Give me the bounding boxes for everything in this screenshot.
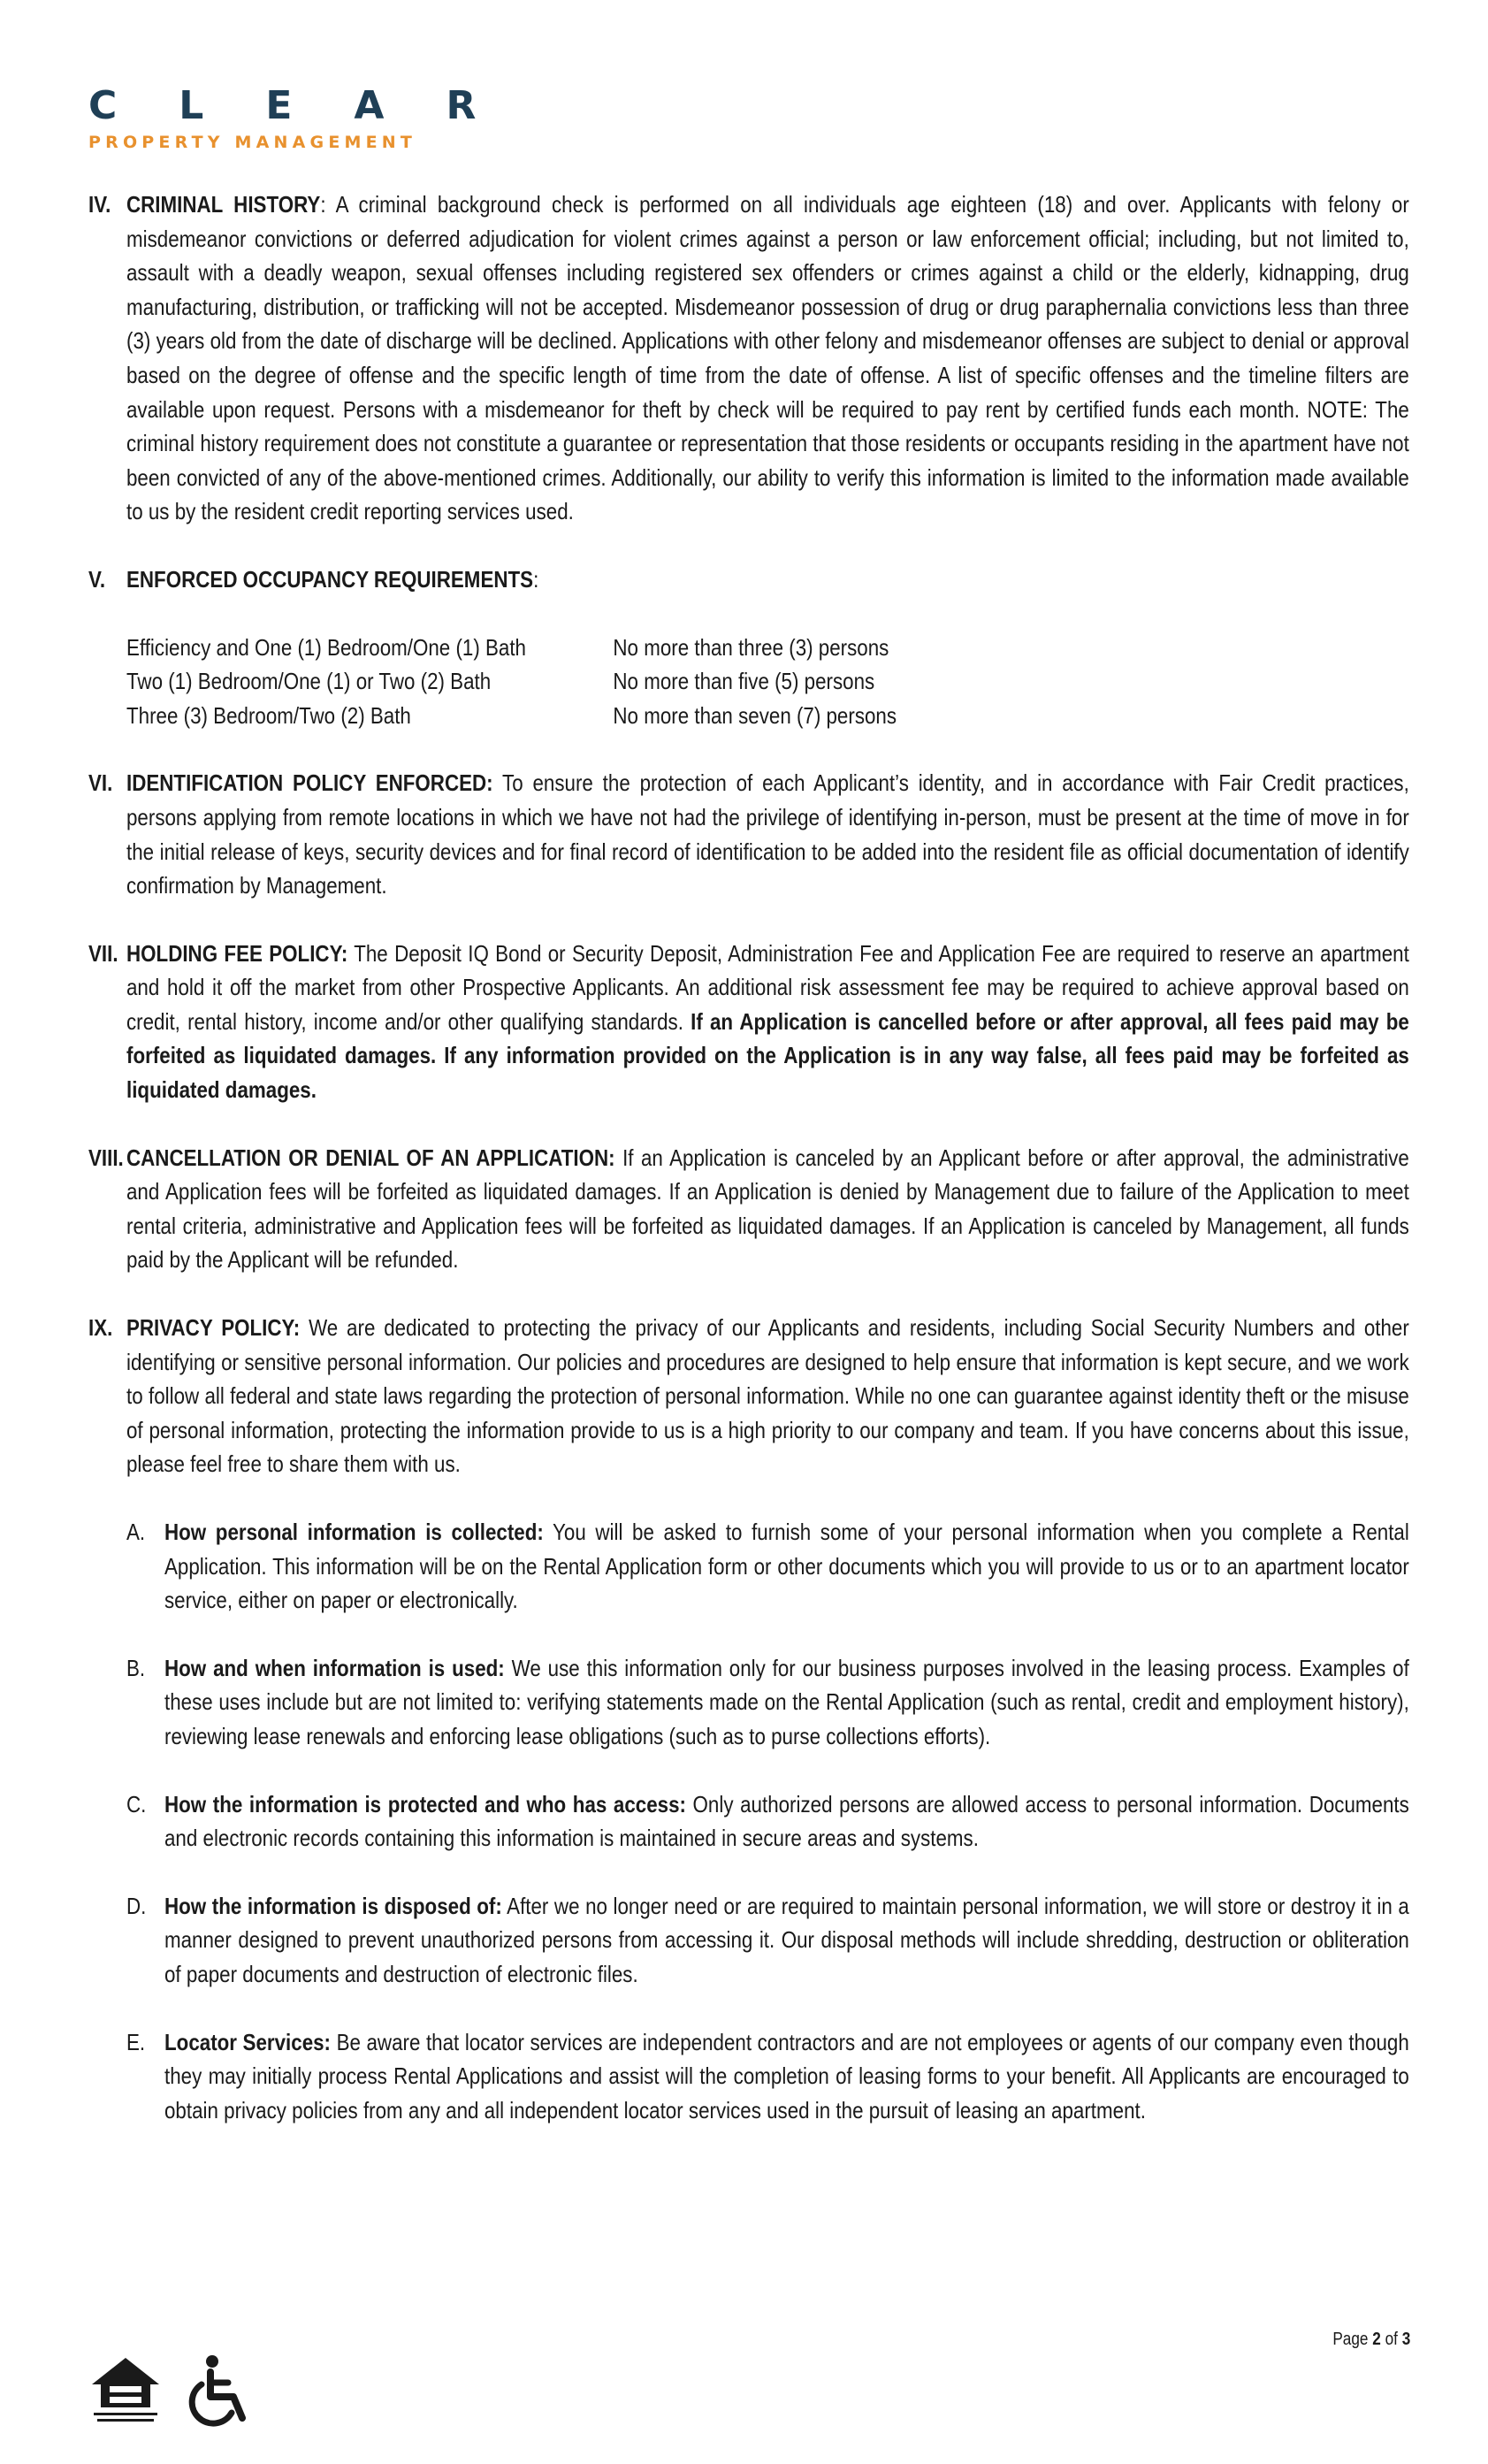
- section-title: PRIVACY POLICY:: [126, 1314, 301, 1342]
- occupancy-unit: Three (3) Bedroom/Two (2) Bath: [126, 701, 411, 729]
- occupancy-limit: No more than seven (7) persons: [613, 701, 897, 729]
- section-number: VIII.: [88, 1144, 124, 1171]
- wheelchair-accessible-icon: [182, 2353, 256, 2427]
- section-text: The Deposit IQ Bond or Security Deposit, Administration Fee and Application Fee are required to reserve an apartment and hold it off the market from other Prospective Applicants. An additional risk assessment fee may be required to achieve approval based on credit, rental history, income and/or other qualifying standards.: [126, 939, 1409, 1035]
- privacy-subsection: E. Locator Services: Be aware that locator services are independent contractors and are not employees or agents of our company even though they may initially process Rental Applications and assist will the completion of leasing forms to your benefit. All Applicants are encouraged to obtain privacy policies from any and all independent locator services used in the pursuit of leasing an apartment.: [126, 2028, 1409, 2123]
- section-text: : A criminal background check is performed on all individuals age eighteen (18) and over. Applicants with felony or misdemeanor convictions or deferred adjudication for violent crimes against a person or law enforcement official; including, but not limited to, assault with a deadly weapon, sexual offenses including registered sex offenders or crimes against a child or the elderly, kidnapping, drug manufacturing, distribution, or trafficking will not be accepted. Misdemeanor possession of drug or drug paraphernalia convictions less than three (3) years old from the date of discharge will be declined. Applications with other felony and misdemeanor offenses are subject to denial or approval based on the degree of offense and the specific length of time from the date of offense. A list of specific offenses and the timeline filters are available upon request. Persons with a misdemeanor for theft by check will be required to pay rent by certified funds each month. NOTE: The criminal history requirement does not constitute a guarantee or representation that those residents or occupants residing in the apartment have not been convicted of any of the above-mentioned crimes. Additionally, our ability to verify this information is limited to the information made available to us by the resident credit reporting services used.: [126, 191, 1409, 525]
- section-title: IDENTIFICATION POLICY ENFORCED:: [126, 769, 493, 797]
- page-number: Page 2 of 3: [1332, 2330, 1410, 2349]
- privacy-subsection: A. How personal information is collected: You will be asked to furnish some of your personal information when you complete a Rental Application. This information will be on the Rental Application form or other documents which you will provide to us or to an apartment locator service, either on paper or electronically.: [126, 1519, 1409, 1614]
- section-bold-text: If an Application is cancelled before or after approval, all fees paid may be forfeited as liquidated damages. If any information provided on the Application is in any way false, all fees paid may be forfeited as liquidated damages.: [126, 1007, 1409, 1104]
- section-text: To ensure the protection of each Applicant’s identity, and in accordance with Fair Credit practices, persons applying from remote locations in which we have not had the privilege of identifying in-person, must be present at the time of move in for the initial release of keys, security devices and for final record of identification to be added into the resident file as official documentation of identify confirmation by Management.: [126, 769, 1409, 899]
- occupancy-table: [126, 631, 1409, 733]
- section-number: IX.: [88, 1314, 113, 1342]
- section-text: We are dedicated to protecting the privacy of our Applicants and residents, including Social Security Numbers and other identifying or sensitive personal information. Our policies and procedures are designed to help ensure that information is kept secure, and we work to follow all federal and state laws regarding the protection of personal information. While no one can guarantee against identity theft or the misuse of personal information, protecting the information provide to us is a high priority to our company and team. If you have concerns about this issue, please feel free to share them with us.: [126, 1314, 1409, 1478]
- section-cancellation: [88, 1141, 1409, 1277]
- footer-icons: [88, 2353, 256, 2427]
- section-criminal-history: [88, 187, 1409, 529]
- privacy-subsection: C. How the information is protected and who has access: Only authorized persons are allowed access to personal information. Documents and electronic records containing this information is maintained in secure areas and systems.: [126, 1790, 1409, 1852]
- section-title: CANCELLATION OR DENIAL OF AN APPLICATION:: [126, 1144, 615, 1171]
- section-identification-policy: [88, 766, 1409, 902]
- occupancy-unit: Efficiency and One (1) Bedroom/One (1) Bath: [126, 633, 526, 661]
- section-number: VI.: [88, 769, 113, 797]
- section-title: ENFORCED OCCUPANCY REQUIREMENTS: [126, 565, 534, 593]
- section-privacy-policy: [88, 1311, 1409, 2127]
- section-text: If an Application is canceled by an Applicant before or after approval, the administrative and Application fees will be forfeited as liquidated damages. If an Application is denied by Management due to failure of the Application to meet rental criteria, administrative and Application fees will be forfeited as liquidated damages. If an Application is canceled by Management, all funds paid by the Applicant will be refunded.: [126, 1144, 1409, 1274]
- section-occupancy: V. ENFORCED OCCUPANCY REQUIREMENTS: Efficiency and One (1) Bedroom/One (1) Bath No more than three (3) persons Two (1) Bedroom/One (1) or Two (2) Bath No more than five (5) persons Three (3) Bedroom/Two (2) Bath No more than seven (7) persons: [88, 562, 1409, 732]
- occupancy-unit: Two (1) Bedroom/One (1) or Two (2) Bath: [126, 668, 492, 695]
- logo-subtitle: PROPERTY MANAGEMENT: [88, 133, 417, 152]
- equal-housing-opportunity-icon: [88, 2353, 163, 2427]
- occupancy-limit: No more than five (5) persons: [613, 668, 875, 695]
- section-number: IV.: [88, 191, 111, 218]
- privacy-subsection: B. How and when information is used: We use this information only for our business purposes involved in the leasing process. Examples of these uses include but are not limited to: verifying statements made on the Rental Application (such as rental, credit and employment history), reviewing lease renewals and enforcing lease obligations (such as to purse collections efforts).: [126, 1654, 1409, 1749]
- company-logo: [88, 85, 538, 152]
- section-number: VII.: [88, 939, 118, 967]
- section-title: HOLDING FEE POLICY:: [126, 939, 348, 967]
- section-number: V.: [88, 565, 106, 593]
- section-holding-fee-policy: [88, 937, 1409, 1107]
- privacy-subsection: D. How the information is disposed of: After we no longer need or are required to maintain personal information, we will store or destroy it in a manner designed to prevent unauthorized persons from accessing it. Our disposal methods will include shredding, destruction or obliteration of paper documents and destruction of electronic files.: [126, 1892, 1409, 1987]
- section-title: CRIMINAL HISTORY: [126, 191, 321, 218]
- occupancy-limit: No more than three (3) persons: [613, 633, 889, 661]
- logo-wordmark: CLEAR: [88, 83, 538, 128]
- document-body: [88, 187, 1409, 2161]
